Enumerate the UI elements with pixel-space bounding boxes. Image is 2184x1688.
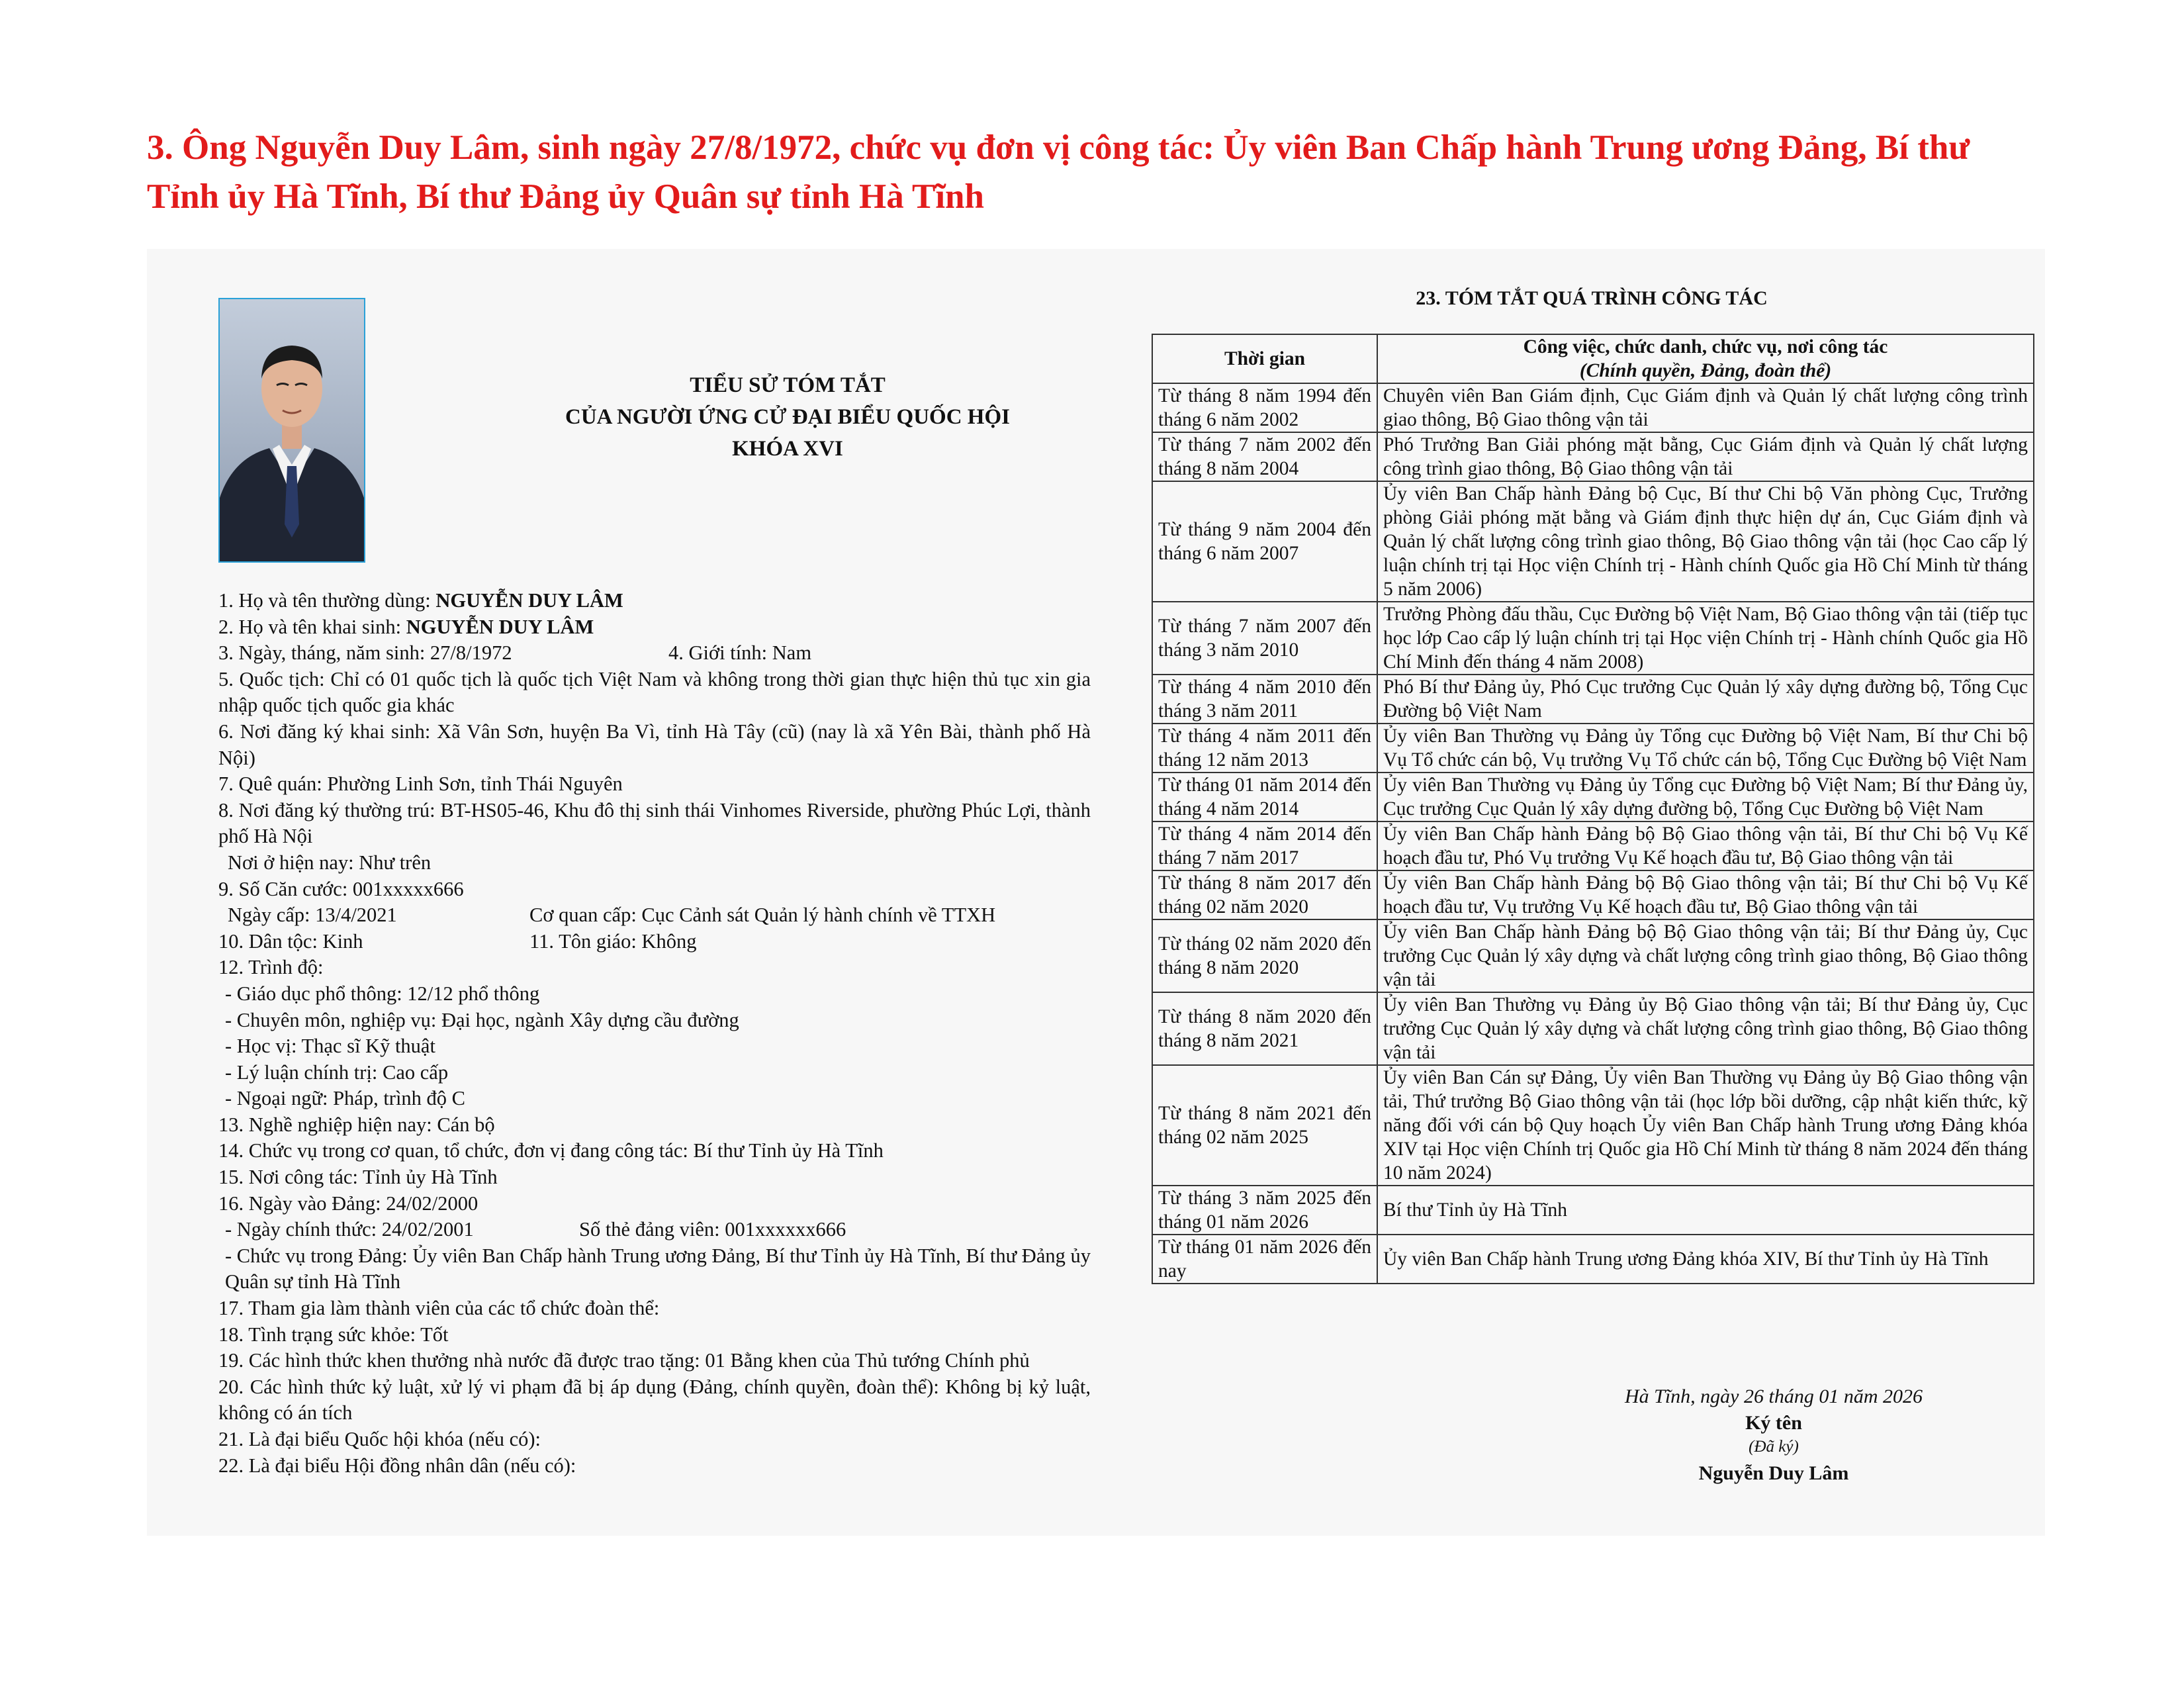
row-description: Ủy viên Ban Cán sự Đảng, Ủy viên Ban Thường vụ Đảng ủy Bộ Giao thông vận tải, Thứ trưởng Bộ Giao thông vận tải (học lớp bồi dưỡng, cập nhật kiến thức, kỹ năng đối với cán bộ Quy hoạch Ủy viên Ban Chấp hành Trung ương Đảng khóa XIV tại Học viện Chính trị Quốc gia Hồ Chí Minh từ tháng 8 năm 2024 đến tháng 10 năm 2024) (1377, 1065, 2034, 1186)
bio-field-9: 9. Số Căn cước: 001xxxxx666 (218, 877, 464, 900)
bio-field-1 (218, 588, 1091, 614)
row-time: Từ tháng 8 năm 1994 đến tháng 6 năm 2002 (1152, 383, 1377, 432)
bio-field-20: 20. Các hình thức kỷ luật, xử lý vi phạm đã bị áp dụng (Đảng, chính quyền, đoàn thể): Không bị kỷ luật, không có án tích (218, 1375, 1091, 1425)
bio-field-8: 8. Nơi đăng ký thường trú: BT-HS05-46, Khu đô thị sinh thái Vinhomes Riverside, phường Phúc Lợi, thành phố Hà Nội (218, 798, 1091, 848)
row-time: Từ tháng 7 năm 2007 đến tháng 3 năm 2010 (1152, 602, 1377, 675)
article-headline (147, 123, 2066, 221)
bio-field-6: 6. Nơi đăng ký khai sinh: Xã Vân Sơn, huyện Ba Vì, tỉnh Hà Tây (cũ) (nay là xã Yên Bài, thành phố Hà Nội) (218, 720, 1091, 769)
table-row (1152, 432, 2034, 481)
bio-field-8b: Nơi ở hiện nay: Như trên (228, 851, 432, 874)
row-description: Chuyên viên Ban Giám định, Cục Giám định và Quản lý chất lượng công trình giao thông, Bộ Giao thông vận tải (1377, 383, 2034, 432)
table-row (1152, 1186, 2034, 1235)
portrait-photo (218, 298, 365, 563)
row-time: Từ tháng 4 năm 2014 đến tháng 7 năm 2017 (1152, 821, 1377, 870)
row-description: Ủy viên Ban Chấp hành Trung ương Đảng khóa XIV, Bí thư Tỉnh ủy Hà Tĩnh (1377, 1235, 2034, 1284)
row-time: Từ tháng 8 năm 2017 đến tháng 02 năm 2020 (1152, 870, 1377, 919)
row-description: Ủy viên Ban Chấp hành Đảng bộ Bộ Giao thông vận tải; Bí thư Đảng ủy, Cục trưởng Cục Quản lý xây dựng và chất lượng công trình giao thông, Bộ Giao thông vận tải (1377, 919, 2034, 992)
row-description: Bí thư Tỉnh ủy Hà Tĩnh (1377, 1186, 2034, 1235)
work-history-table (1152, 334, 2034, 1284)
row-description: Ủy viên Ban Thường vụ Đảng ủy Tổng cục Đường bộ Việt Nam, Bí thư Chi bộ Vụ Tổ chức cán bộ, Vụ trưởng Vụ Tổ chức cán bộ, Tổng Cục Đường bộ Việt Nam (1377, 724, 2034, 773)
signer-name: Nguyễn Duy Lâm (1698, 1462, 1849, 1484)
bio-section (218, 588, 1091, 1479)
ethnicity: 10. Dân tộc: Kinh (218, 929, 363, 953)
row-time: Từ tháng 9 năm 2004 đến tháng 6 năm 2007 (1152, 481, 1377, 602)
row-description: Ủy viên Ban Thường vụ Đảng ủy Tổng cục Đường bộ Việt Nam; Bí thư Đảng ủy, Cục trưởng Cục Quản lý xây dựng đường bộ, Tổng Cục Đường bộ Việt Nam (1377, 773, 2034, 821)
birth-date: 3. Ngày, tháng, năm sinh: 27/8/1972 (218, 641, 512, 665)
row-time: Từ tháng 3 năm 2025 đến tháng 01 năm 2026 (1152, 1186, 1377, 1235)
gender: 4. Giới tính: Nam (668, 641, 812, 665)
header-description-main: Công việc, chức danh, chức vụ, nơi công tác (1523, 336, 1888, 357)
bio-field-13: 13. Nghề nghiệp hiện nay: Cán bộ (218, 1113, 495, 1136)
bio-title-line-3: KHÓA XVI (732, 437, 843, 461)
row-time: Từ tháng 8 năm 2021 đến tháng 02 năm 2025 (1152, 1065, 1377, 1186)
field-label: 1. Họ và tên thường dùng: (218, 589, 436, 612)
bio-field-12e: - Ngoại ngữ: Pháp, trình độ C (225, 1087, 466, 1110)
bio-field-12d: - Lý luận chính trị: Cao cấp (225, 1060, 449, 1084)
table-row (1152, 1065, 2034, 1186)
row-description: Ủy viên Ban Chấp hành Đảng bộ Bộ Giao thông vận tải; Bí thư Chi bộ Vụ Kế hoạch đầu tư, Vụ trưởng Vụ Kế hoạch đầu tư, Bộ Giao thông vận tải (1377, 870, 2034, 919)
row-description: Trưởng Phòng đấu thầu, Cục Đường bộ Việt Nam, Bộ Giao thông vận tải (tiếp tục học lớp Cao cấp lý luận chính trị tại Học viện Chính trị - Hành chính Quốc gia Hồ Chí Minh đến tháng 4 năm 2008) (1377, 602, 2034, 675)
row-time: Từ tháng 7 năm 2002 đến tháng 8 năm 2004 (1152, 432, 1377, 481)
bio-field-12a: - Giáo dục phổ thông: 12/12 phổ thông (225, 982, 540, 1005)
place-date: Hà Tĩnh, ngày 26 tháng 01 năm 2026 (1625, 1385, 1923, 1407)
bio-title (463, 369, 1112, 465)
table-row (1152, 773, 2034, 821)
row-description: Phó Bí thư Đảng ủy, Phó Cục trưởng Cục Quản lý xây dựng đường bộ, Tổng Cục Đường bộ Việt Nam (1377, 675, 2034, 724)
sign-label: Ký tên (1745, 1412, 1802, 1434)
header-description-sub: (Chính quyền, Đảng, đoàn thể) (1579, 360, 1832, 381)
row-time: Từ tháng 4 năm 2010 đến tháng 3 năm 2011 (1152, 675, 1377, 724)
field-label: 2. Họ và tên khai sinh: (218, 615, 406, 638)
bio-field-3-4 (218, 640, 1091, 667)
table-row (1152, 602, 2034, 675)
table-header-row (1152, 334, 2034, 383)
table-row (1152, 383, 2034, 432)
row-time: Từ tháng 01 năm 2014 đến tháng 4 năm 2014 (1152, 773, 1377, 821)
table-row (1152, 919, 2034, 992)
bio-field-21: 21. Là đại biểu Quốc hội khóa (nếu có): (218, 1428, 541, 1450)
bio-field-22: 22. Là đại biểu Hội đồng nhân dân (nếu có): (218, 1454, 576, 1477)
bio-field-12c: - Học vị: Thạc sĩ Kỹ thuật (225, 1035, 435, 1058)
table-row (1152, 870, 2034, 919)
signed-note: (Đã ký) (1749, 1438, 1799, 1456)
signature-block (1522, 1383, 2025, 1487)
portrait-image (220, 299, 364, 561)
row-time: Từ tháng 8 năm 2020 đến tháng 8 năm 2021 (1152, 992, 1377, 1065)
header-time: Thời gian (1152, 334, 1377, 383)
bio-field-16c: - Chức vụ trong Đảng: Ủy viên Ban Chấp hành Trung ương Đảng, Bí thư Tỉnh ủy Hà Tĩnh, Bí thư Đảng ủy Quân sự tỉnh Hà Tĩnh (225, 1244, 1091, 1293)
table-row (1152, 1235, 2034, 1284)
bio-title-line-2: CỦA NGƯỜI ỨNG CỬ ĐẠI BIỂU QUỐC HỘI (565, 405, 1010, 429)
table-row (1152, 675, 2034, 724)
bio-field-9-issue (218, 902, 1091, 929)
field-value: NGUYỄN DUY LÂM (406, 615, 594, 638)
issuing-agency: Cơ quan cấp: Cục Cảnh sát Quản lý hành chính về TTXH (529, 904, 996, 927)
header-description (1377, 334, 2034, 383)
row-time: Từ tháng 02 năm 2020 đến tháng 8 năm 2020 (1152, 919, 1377, 992)
bio-field-7: 7. Quê quán: Phường Linh Sơn, tỉnh Thái Nguyên (218, 773, 623, 796)
bio-field-15: 15. Nơi công tác: Tỉnh ủy Hà Tĩnh (218, 1166, 498, 1189)
table-row (1152, 992, 2034, 1065)
field-value: NGUYỄN DUY LÂM (435, 589, 623, 612)
row-description: Ủy viên Ban Chấp hành Đảng bộ Bộ Giao thông vận tải, Bí thư Chi bộ Vụ Kế hoạch đầu tư, Phó Vụ trưởng Vụ Kế hoạch đầu tư, Bộ Giao thông vận tải (1377, 821, 2034, 870)
religion: 11. Tôn giáo: Không (529, 929, 697, 953)
bio-field-18: 18. Tình trạng sức khỏe: Tốt (218, 1323, 449, 1346)
bio-field-19: 19. Các hình thức khen thưởng nhà nước đã được trao tặng: 01 Bằng khen của Thủ tướng Chính phủ (218, 1349, 1030, 1372)
bio-field-14: 14. Chức vụ trong cơ quan, tổ chức, đơn vị đang công tác: Bí thư Tỉnh ủy Hà Tĩnh (218, 1139, 884, 1162)
bio-field-16-official (218, 1217, 1091, 1243)
bio-field-2 (218, 614, 1091, 641)
bio-title-line-1: TIỂU SỬ TÓM TẮT (690, 373, 886, 397)
bio-field-12b: - Chuyên môn, nghiệp vụ: Đại học, ngành Xây dựng cầu đường (225, 1008, 739, 1031)
headline-line-2: Tỉnh ủy Hà Tĩnh, Bí thư Đảng ủy Quân sự tỉnh Hà Tĩnh (147, 177, 985, 216)
bio-field-16: 16. Ngày vào Đảng: 24/02/2000 (218, 1192, 478, 1215)
bio-field-5: 5. Quốc tịch: Chỉ có 01 quốc tịch là quốc tịch Việt Nam và không trong thời gian thực hiện thủ tục xin gia nhập quốc tịch quốc gia khác (218, 667, 1091, 717)
row-description: Ủy viên Ban Chấp hành Đảng bộ Cục, Bí thư Chi bộ Văn phòng Cục, Trưởng phòng Giải phóng mặt bằng và Giám định thực hiện dự án, Cục Giám định và Quản lý chất lượng công trình giao thông, Bộ Giao thông vận tải (học Cao cấp lý luận chính trị tại Học viện Chính trị - Hành chính Quốc gia Hồ Chí Minh từ tháng 5 năm 2006) (1377, 481, 2034, 602)
issue-date: Ngày cấp: 13/4/2021 (228, 904, 397, 927)
row-time: Từ tháng 4 năm 2011 đến tháng 12 năm 2013 (1152, 724, 1377, 773)
bio-field-12: 12. Trình độ: (218, 956, 324, 979)
work-history-title: 23. TÓM TẮT QUÁ TRÌNH CÔNG TÁC (1416, 287, 1768, 309)
table-row (1152, 724, 2034, 773)
table-row (1152, 821, 2034, 870)
bio-field-10-11 (218, 929, 1091, 955)
party-card-number: Số thẻ đảng viên: 001xxxxxx666 (579, 1218, 846, 1241)
bio-field-17: 17. Tham gia làm thành viên của các tổ chức đoàn thể: (218, 1297, 660, 1320)
row-description: Ủy viên Ban Thường vụ Đảng ủy Bộ Giao thông vận tải; Bí thư Đảng ủy, Cục trưởng Cục Quản lý xây dựng và chất lượng công trình giao thông, Bộ Giao thông vận tải (1377, 992, 2034, 1065)
official-date: - Ngày chính thức: 24/02/2001 (225, 1218, 474, 1241)
row-description: Phó Trưởng Ban Giải phóng mặt bằng, Cục Giám định và Quản lý chất lượng công trình giao thông, Bộ Giao thông vận tải (1377, 432, 2034, 481)
row-time: Từ tháng 01 năm 2026 đến nay (1152, 1235, 1377, 1284)
table-row (1152, 481, 2034, 602)
headline-line-1: 3. Ông Nguyễn Duy Lâm, sinh ngày 27/8/1972, chức vụ đơn vị công tác: Ủy viên Ban Chấp hành Trung ương Đảng, Bí thư (147, 128, 1970, 167)
